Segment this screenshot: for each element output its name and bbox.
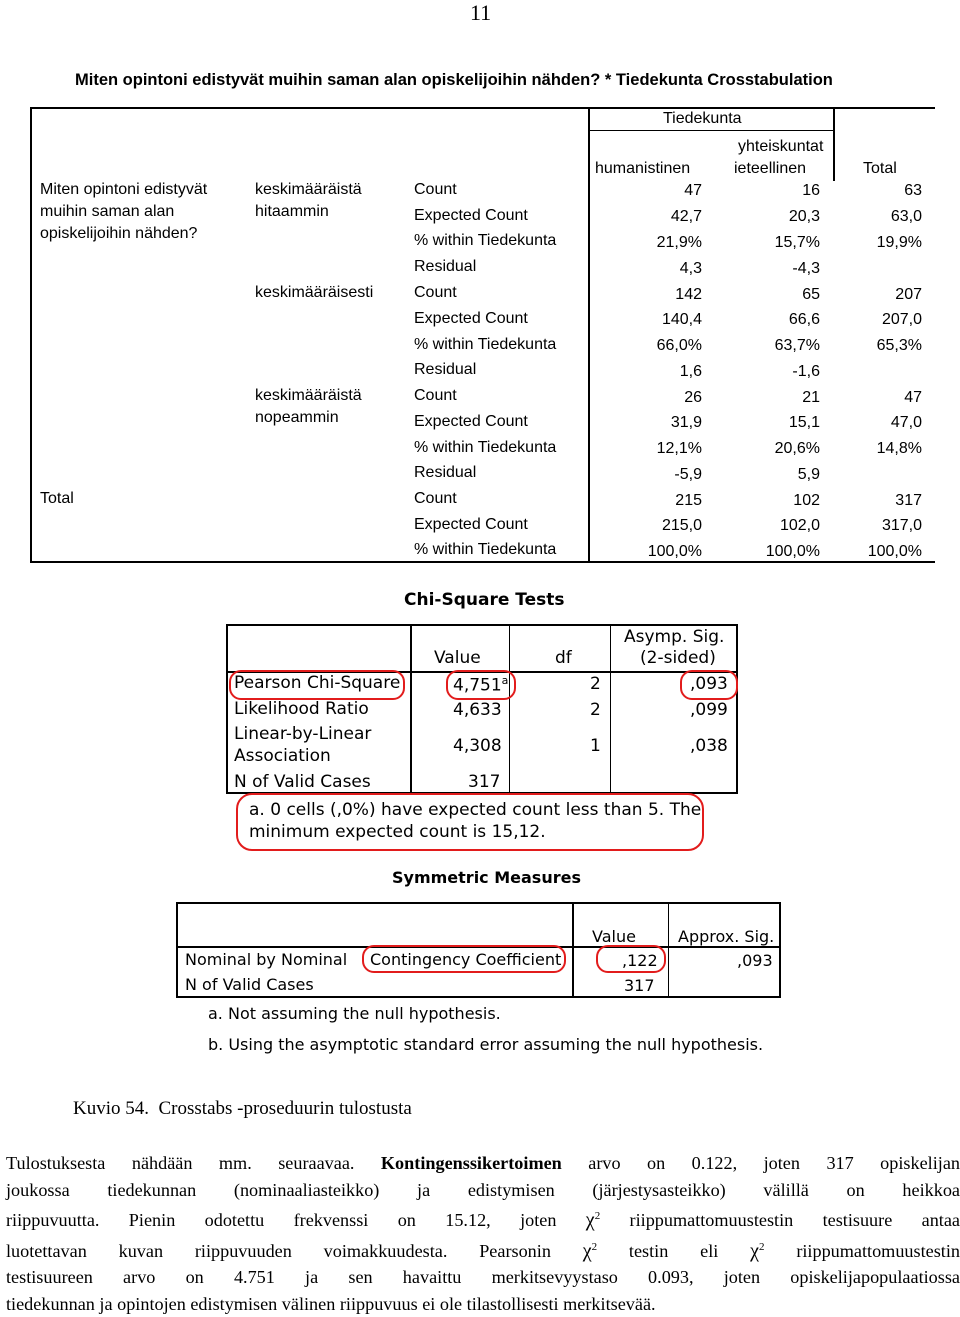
stat-label: % within Tiedekunta (414, 336, 557, 353)
figure-caption: Kuvio 54. Crosstabs -proseduurin tulostusta (73, 1098, 412, 1119)
stat-label: Expected Count (414, 413, 528, 430)
sym-row1-sig: ,093 (737, 951, 773, 970)
chi-footnote-2: minimum expected count is 15,12. (249, 822, 546, 842)
cell-value: 100,0% (867, 543, 922, 560)
stat-label: Expected Count (414, 207, 528, 224)
chi-header-df: df (555, 648, 572, 668)
group-label-hitaammin-2: hitaammin (255, 203, 329, 220)
col-header-total: Total (863, 160, 897, 177)
chi-footnote-1: a. 0 cells (,0%) have expected count less than 5. The (249, 800, 702, 820)
chi-header-sig-1: Asymp. Sig. (624, 627, 725, 647)
cell-value: 63,0 (890, 208, 922, 225)
body-paragraph: Tulostuksesta nähdään mm. seuraavaa. Kontingenssikertoimen arvo on 0.122, joten 317 opiskelijan joukossa tiedekunnan (nominaaliasteikko) ja edistymisen (järjestysasteikko) välillä on heikkoa riippuvuutta. Pienin odotettu frekvenssi on 15.12, joten $\chi^2$ riippumattomuustestin testisuure antaa luotettavan kuvan riippuvuuden voimakkuudesta. Pearsonin $\chi^2$ testin eli $\chi^2$ riippumattomuustestin testisuureen arvo on 4.751 ja sen havaittu merkitsevyystaso 0.093, joten opiskelijapopulaatiossa tiedekunnan ja opintojen edistymisen välinen riippuvuus ei ole tilastollisesti merkitsevää. (6, 1153, 960, 1314)
chi-header-value: Value (434, 648, 481, 668)
row-variable-label-3: opiskelijoihin nähden? (40, 225, 198, 242)
cell-value: 207 (895, 286, 922, 303)
stat-label: % within Tiedekunta (414, 232, 557, 249)
stat-label: Expected Count (414, 516, 528, 533)
cell-value: 21,9% (656, 234, 702, 251)
cell-value: 12,1% (656, 440, 702, 457)
chi-row-sig: ,093 (690, 674, 728, 694)
cell-value: 100,0% (765, 543, 820, 560)
stat-label: % within Tiedekunta (414, 541, 557, 558)
group-label-hitaammin-1: keskimääräistä (255, 181, 362, 198)
cell-value: 47,0 (890, 414, 922, 431)
cell-value: 47 (904, 389, 922, 406)
chi-row-label-2: Association (234, 746, 331, 766)
group-label-nopeammin-2: nopeammin (255, 409, 339, 426)
stat-label: Residual (414, 464, 477, 481)
cell-value: 102,0 (779, 517, 820, 534)
cell-value: 47 (684, 182, 702, 199)
stat-label: Residual (414, 258, 477, 275)
cell-value: -4,3 (792, 260, 820, 277)
chi-row-label: N of Valid Cases (234, 772, 371, 792)
highlight-pearson-value (446, 670, 516, 700)
highlight-contingency-value (596, 945, 666, 973)
group-label-nopeammin-1: keskimääräistä (255, 387, 362, 404)
page-number: 11 (470, 0, 492, 25)
stat-label: % within Tiedekunta (414, 439, 557, 456)
stat-label: Count (414, 490, 457, 507)
cell-value: 20,6% (774, 440, 820, 457)
cell-value: 21 (802, 389, 820, 406)
cell-value: 31,9 (670, 414, 702, 431)
col-header-yhteiskunta-2: ieteellinen (734, 160, 807, 177)
chi-row-df: 2 (590, 674, 601, 694)
cell-value: 215,0 (661, 517, 702, 534)
row-variable-label-2: muihin saman alan (40, 203, 175, 220)
highlight-pearson-label (229, 670, 405, 700)
chi-row-df: 2 (590, 700, 601, 720)
chi-square-title: Chi-Square Tests (404, 590, 565, 610)
sym-row1-label: Contingency Coefficient (370, 950, 562, 969)
cell-value: 65 (802, 286, 820, 303)
cell-value: -1,6 (792, 363, 820, 380)
stat-label: Count (414, 181, 457, 198)
stat-label: Count (414, 387, 457, 404)
cell-value: 20,3 (788, 208, 820, 225)
chi-row-value: 4,633 (453, 700, 502, 720)
cell-value: 63 (904, 182, 922, 199)
symmetric-title: Symmetric Measures (392, 868, 581, 887)
cell-value: 142 (675, 286, 702, 303)
crosstab-title: Miten opintoni edistyvät muihin saman alan opiskelijoihin nähden? * Tiedekunta Crosstabulation (75, 71, 833, 89)
cell-value: 66,6 (788, 311, 820, 328)
cell-value: 16 (802, 182, 820, 199)
chi-row-value: 4,751$^a$ (453, 674, 509, 696)
highlight-contingency-label (362, 945, 566, 973)
sym-header-value: Value (592, 927, 636, 946)
sym-row2-label: N of Valid Cases (185, 975, 314, 994)
sym-row2-value: 317 (624, 976, 655, 995)
stat-label: Count (414, 284, 457, 301)
cell-value: 317 (895, 492, 922, 509)
cell-value: 42,7 (670, 208, 702, 225)
cell-value: -5,9 (674, 466, 702, 483)
chi-header-sig-2: (2-sided) (640, 648, 716, 668)
chi-row-label: Pearson Chi-Square (234, 673, 401, 693)
cell-value: 140,4 (661, 311, 702, 328)
cell-value: 317,0 (881, 517, 922, 534)
sym-row1-group: Nominal by Nominal (185, 950, 348, 969)
sym-row1-value: ,122 (622, 951, 658, 970)
cell-value: 207,0 (881, 311, 922, 328)
sym-header-sig: Approx. Sig. (678, 927, 775, 946)
cell-value: 63,7% (774, 337, 820, 354)
chi-row-label: Likelihood Ratio (234, 699, 369, 719)
cell-value: 14,8% (876, 440, 922, 457)
col-header-yhteiskunta-1: yhteiskuntat (738, 138, 824, 155)
sym-note-a: a. Not assuming the null hypothesis. (208, 1004, 501, 1023)
chi-row-sig: ,038 (690, 736, 728, 756)
cell-value: 5,9 (797, 466, 820, 483)
chi-row-value: 4,308 (453, 736, 502, 756)
cell-value: 102 (793, 492, 820, 509)
cell-value: 66,0% (656, 337, 702, 354)
col-group-header: Tiedekunta (663, 110, 742, 127)
highlight-pearson-sig (680, 670, 738, 700)
col-header-humanistinen: humanistinen (595, 160, 691, 177)
chi-row-label: Linear-by-Linear (234, 724, 372, 744)
cell-value: 19,9% (876, 234, 922, 251)
cell-value: 215 (675, 492, 702, 509)
row-variable-label-1: Miten opintoni edistyvät (40, 181, 208, 198)
cell-value: 65,3% (876, 337, 922, 354)
cell-value: 4,3 (679, 260, 702, 277)
stat-label: Residual (414, 361, 477, 378)
cell-value: 1,6 (679, 363, 702, 380)
group-label-keskimaaraisesti: keskimääräisesti (255, 284, 374, 301)
chi-row-value: 317 (468, 772, 501, 792)
chi-row-sig: ,099 (690, 700, 728, 720)
sym-note-b: b. Using the asymptotic standard error assuming the null hypothesis. (208, 1035, 764, 1054)
cell-value: 100,0% (647, 543, 702, 560)
cell-value: 15,1 (788, 414, 820, 431)
total-row-label: Total (40, 490, 74, 507)
cell-value: 15,7% (774, 234, 820, 251)
stat-label: Expected Count (414, 310, 528, 327)
cell-value: 26 (684, 389, 702, 406)
chi-row-df: 1 (590, 736, 601, 756)
